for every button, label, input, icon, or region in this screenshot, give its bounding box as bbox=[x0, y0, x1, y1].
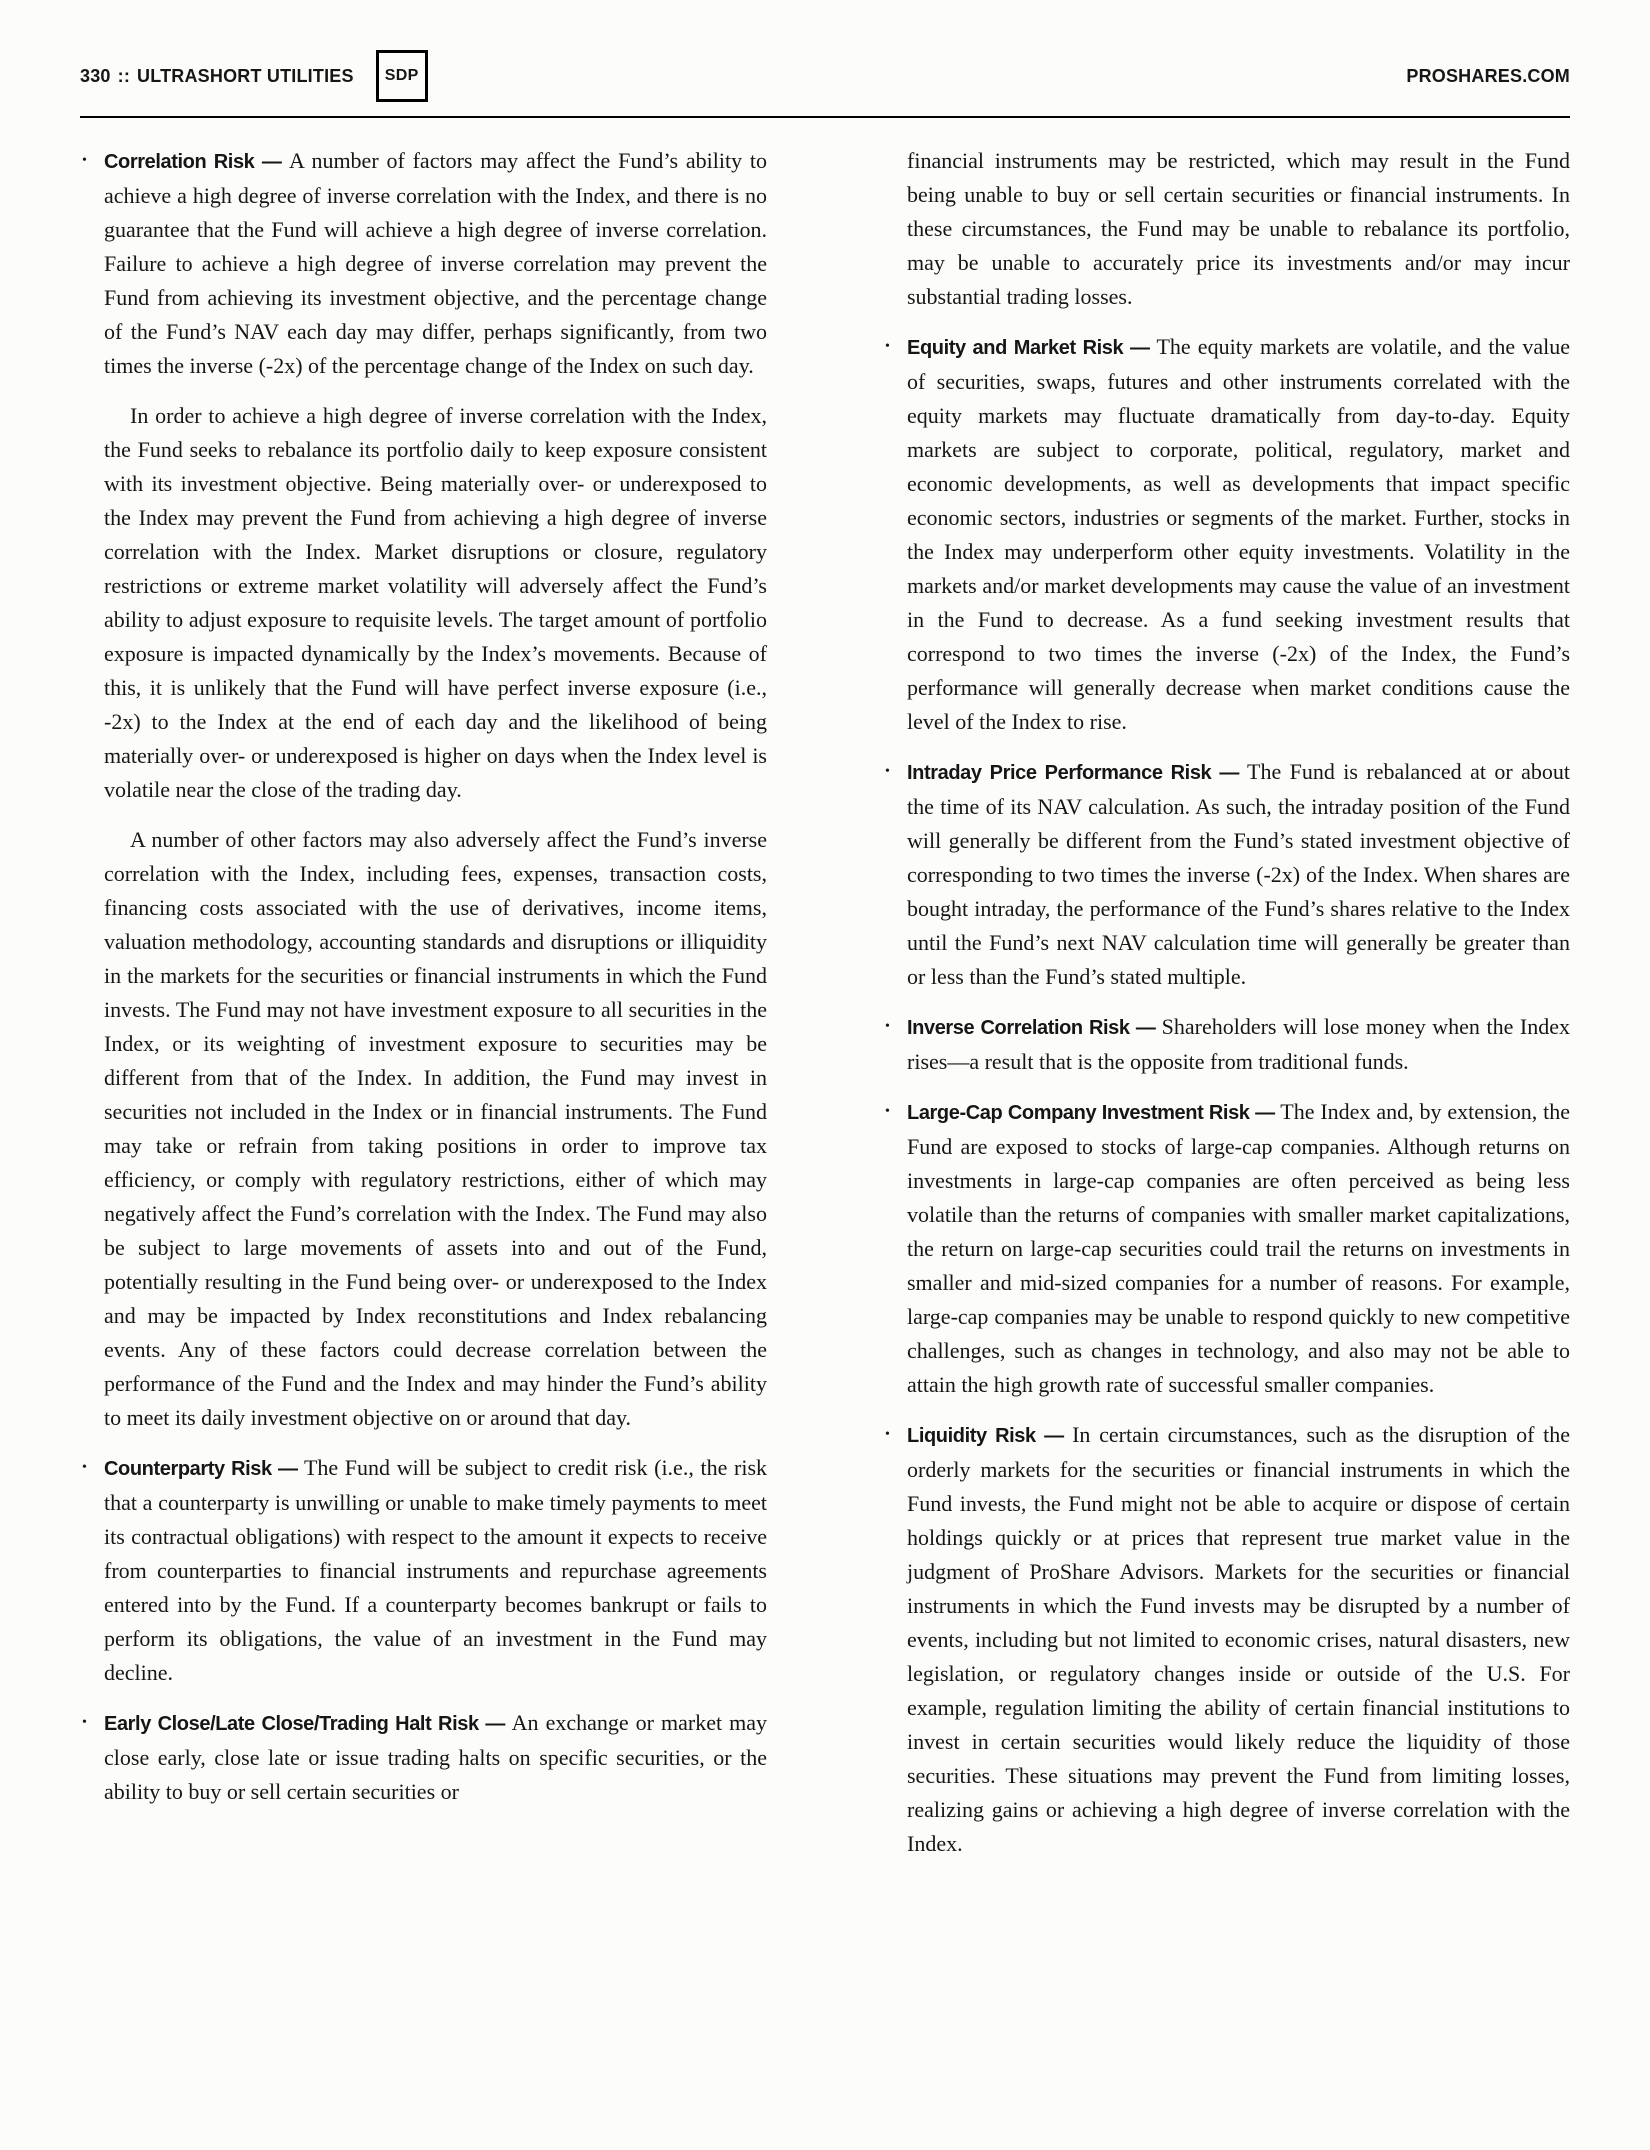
risk-title: Correlation Risk — bbox=[104, 151, 289, 173]
body-paragraph: In order to achieve a high degree of inverse correlation with the Index, the Fund seeks to rebalance its portfolio daily to keep exposure consistent with its investment objective. Being materially over- or underexposed to the Index may prevent the Fund from achieving a high degree of inverse correlation with the Index. Market disruptions or closure, regulatory restrictions or extreme market volatility will adversely affect the Fund’s ability to adjust exposure to requisite levels. The target amount of portfolio exposure is impacted dynamically by the Index’s movements. Because of this, it is unlikely that the Fund will have perfect inverse exposure (i.e., -2x) to the Index at the end of each day and the likelihood of being materially over- or underexposed is higher on days when the Index level is volatile near the close of the trading day. bbox=[104, 403, 767, 802]
risk-title: Inverse Correlation Risk — bbox=[907, 1017, 1162, 1039]
bullet-icon: • bbox=[885, 1427, 890, 1442]
bullet-icon: • bbox=[82, 1460, 87, 1475]
risk-item bbox=[883, 330, 1570, 739]
risk-title: Early Close/Late Close/Trading Halt Risk — bbox=[104, 1713, 512, 1735]
risk-text: The Index and, by extension, the Fund are exposed to stocks of large-cap companies. Although returns on investments in large-cap companies are often perceived as being less volatile than the returns of companies with smaller market capitalizations, the return on large-cap securities could trail the returns on investments in smaller and mid-sized companies for a number of reasons. For example, large-cap companies may be unable to respond quickly to new competitive challenges, such as changes in technology, and also may not be able to attain the high growth rate of successful smaller companies. bbox=[907, 1099, 1570, 1397]
bullet-icon: • bbox=[885, 1104, 890, 1119]
bullet-icon: • bbox=[82, 1715, 87, 1730]
risk-title: Liquidity Risk — bbox=[907, 1425, 1073, 1447]
risk-text: The Fund will be subject to credit risk (i.e., the risk that a counterparty is unwilling or unable to make timely payments to meet its contractual obligations) with respect to the amount it expects to receive from counterparties to financial instruments and repurchase agreements entered into by the Fund. If a counterparty becomes bankrupt or fails to perform its obligations, the value of an investment in the Fund may decline. bbox=[104, 1455, 768, 1685]
risk-text: Shareholders will lose money when the Index rises—a result that is the opposite from traditional funds. bbox=[907, 1014, 1571, 1074]
risk-item bbox=[883, 755, 1570, 994]
risk-title: Large-Cap Company Investment Risk — bbox=[907, 1102, 1281, 1124]
risk-text: An exchange or market may close early, close late or issue trading halts on specific securities, or the ability to buy or sell certain securities or bbox=[104, 1710, 767, 1804]
site-url: PROSHARES.COM bbox=[1406, 65, 1570, 86]
bullet-icon: • bbox=[885, 339, 890, 354]
bullet-icon: • bbox=[885, 764, 890, 779]
continued-paragraph: financial instruments may be restricted, which may result in the Fund being unable to buy or sell certain securities or financial instruments. In these circumstances, the Fund may be unable to rebalance its portfolio, may be unable to accurately price its investments and/or may incur substantial trading losses. bbox=[907, 148, 1570, 309]
risk-title: Intraday Price Performance Risk — bbox=[907, 762, 1248, 784]
risk-item bbox=[80, 1706, 767, 1809]
bullet-icon: • bbox=[885, 1019, 890, 1034]
text-columns bbox=[80, 144, 1570, 1861]
risk-text: A number of factors may affect the Fund’s ability to achieve a high degree of inverse correlation with the Index, and there is no guarantee that the Fund will achieve a high degree of inverse correlation. Failure to achieve a high degree of inverse correlation may prevent the Fund from achieving its investment objective, and the percentage change of the Fund’s NAV each day may differ, perhaps significantly, from two times the inverse (-2x) of the percentage change of the Index on such day. bbox=[104, 148, 767, 378]
bullet-icon: • bbox=[82, 153, 87, 168]
header-rule bbox=[80, 116, 1570, 118]
risk-item bbox=[883, 1418, 1570, 1861]
header-left bbox=[80, 50, 428, 102]
ticker-box bbox=[376, 50, 428, 102]
risk-item bbox=[883, 1010, 1570, 1079]
risk-text: The Fund is rebalanced at or about the time of its NAV calculation. As such, the intraday position of the Fund will generally be different from the Fund’s stated investment objective of corresponding to two times the inverse (-2x) of the Index. When shares are bought intraday, the performance of the Fund’s shares relative to the Index until the Fund’s next NAV calculation time will generally be greater than or less than the Fund’s stated multiple. bbox=[907, 759, 1570, 989]
section-title: ULTRASHORT UTILITIES bbox=[137, 65, 354, 86]
risk-title: Counterparty Risk — bbox=[104, 1458, 304, 1480]
risk-item bbox=[80, 144, 767, 383]
body-paragraph: A number of other factors may also adversely affect the Fund’s inverse correlation with the Index, including fees, expenses, transaction costs, financing costs associated with the use of derivatives, income items, valuation methodology, accounting standards and disruptions or illiquidity in the markets for the securities or financial instruments in which the Fund invests. The Fund may not have investment exposure to all securities in the Index, or its weighting of investment exposure to securities may be different from that of the Index. In addition, the Fund may invest in securities not included in the Index or in financial instruments. The Fund may take or refrain from taking positions in order to improve tax efficiency, or comply with regulatory restrictions, either of which may negatively affect the Fund’s correlation with the Index. The Fund may also be subject to large movements of assets into and out of the Fund, potentially resulting in the Fund being over- or underexposed to the Index and may be impacted by Index reconstitutions and Index rebalancing events. Any of these factors could decrease correlation between the performance of the Fund and the Index and may hinder the Fund’s ability to meet its daily investment objective on or around that day. bbox=[104, 827, 767, 1430]
risk-text: The equity markets are volatile, and the value of securities, swaps, futures and other instruments correlated with the equity markets may fluctuate dramatically from day-to-day. Equity markets are subject to corporate, political, regulatory, market and economic developments, as well as developments that impact specific economic sectors, industries or segments of the market. Further, stocks in the Index may underperform other equity investments. Volatility in the markets and/or market developments may cause the value of an investment in the Fund to decrease. As a fund seeking investment results that correspond to two times the inverse (-2x) of the Index, the Fund’s performance will generally decrease when market conditions cause the level of the Index to rise. bbox=[907, 334, 1570, 734]
risk-item bbox=[883, 1095, 1570, 1402]
risk-item bbox=[80, 1451, 767, 1690]
risk-text: In certain circumstances, such as the disruption of the orderly markets for the securities or financial instruments in which the Fund invests, the Fund might not be able to acquire or dispose of certain holdings quickly or at prices that represent true market value in the judgment of ProShare Advisors. Markets for the securities or financial instruments in which the Fund invests may be disrupted by a number of events, including but not limited to economic crises, natural disasters, new legislation, or regulatory changes inside or outside of the U.S. For example, regulation limiting the ability of certain financial institutions to invest in certain securities would likely reduce the liquidity of those securities. These situations may prevent the Fund from limiting losses, realizing gains or achieving a high degree of inverse correlation with the Index. bbox=[907, 1422, 1570, 1856]
right-column bbox=[883, 144, 1570, 1861]
risk-title: Equity and Market Risk — bbox=[907, 337, 1157, 359]
header-separator: :: bbox=[117, 65, 131, 86]
page-number: 330 bbox=[80, 65, 111, 86]
left-column bbox=[80, 144, 767, 1861]
ticker-label: SDP bbox=[384, 67, 419, 84]
page-header bbox=[80, 48, 1570, 104]
